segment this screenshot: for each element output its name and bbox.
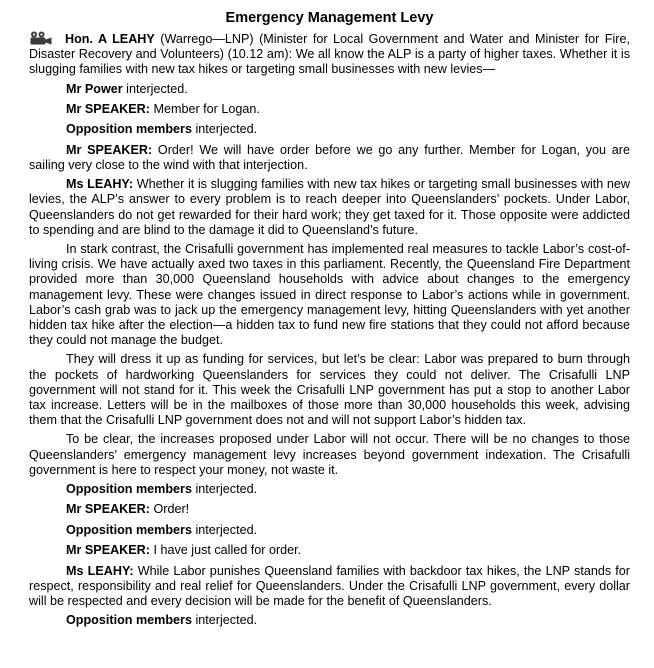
- paragraph-text: Whether it is slugging families with new tax hikes or targeting small businesses with new levies, the ALP’s answer to every problem is to reach deeper into Queenslanders’ pockets. Under Labor, Queenslanders do not get rewarded for their hard work; they get taxed for it. Those opposite were addicted to spending and are blind to the damage it did to Queensland’s future.: [29, 177, 630, 237]
- paragraph-14: [29, 613, 630, 628]
- paragraph-text: interjected.: [191, 122, 258, 137]
- paragraph-text: Order! We will have order before we go any further. Member for Logan, you are sailing very close to the wind with that interjection.: [29, 142, 630, 172]
- paragraph-speaker: Ms LEAHY:: [66, 563, 134, 578]
- paragraph-text: To be clear, the increases proposed under Labor will not occur. There will be no changes to those Queenslanders’ emergency management levy increases beyond government indexation. The Crisafulli government is here to respect your money, not waste it.: [29, 432, 630, 477]
- paragraph-speaker: Opposition members: [66, 522, 192, 537]
- paragraph-5: [29, 177, 630, 238]
- paragraph-text: They will dress it up as funding for services, but let’s be clear: Labor was prepared to burn through the pockets of hardworking Queenslanders for services they could not deliver. The Crisafulli LNP government will not stand for it. This week the Crisafulli LNP government has put a stop to another Labor tax increase. Letters will be in the mailboxes of those more than 30,000 households this week, advising them that the Crisafulli LNP government does not and will not support Labor’s hidden tax.: [29, 352, 630, 428]
- paragraph-8: [29, 432, 630, 478]
- paragraph-speaker: Mr SPEAKER:: [66, 502, 150, 517]
- paragraph-speaker: Opposition members: [66, 122, 192, 137]
- paragraph-2: [29, 102, 630, 117]
- paragraph-10: [29, 502, 630, 517]
- paragraph-1: [29, 82, 630, 97]
- paragraph-text: interjected.: [191, 482, 258, 497]
- paragraph-4: [29, 143, 630, 173]
- paragraph-text: interjected.: [191, 613, 258, 628]
- intro-speaker: Hon. A LEAHY: [65, 32, 155, 46]
- paragraph-text: Member for Logan.: [149, 102, 260, 116]
- paragraph-13: [29, 564, 630, 610]
- paragraph-text: interjected.: [191, 522, 258, 537]
- paragraph-speaker: Mr Power: [66, 81, 123, 96]
- video-camera-icon[interactable]: [29, 31, 53, 45]
- paragraph-11: [29, 523, 630, 538]
- paragraph-text: In stark contrast, the Crisafulli government has implemented real measures to tackle Labor’s cost-of-living crisis. We have actually axed two taxes in this parliament. Recently, the Queensland Fire Department provided more than 30,000 Queensland households with advice about changes to the emergency management levy. These were changes issued in direct response to Labor’s actions while in government. Labor’s cash grab was to jack up the emergency management levy, hitting Queenslanders with yet another hidden tax hike after the election—a hidden tax to fund new fire stations that they could not afford because they could not manage the budget.: [29, 242, 630, 348]
- paragraph-speaker: Ms LEAHY:: [66, 177, 134, 192]
- paragraph-speaker: Opposition members: [66, 482, 192, 497]
- paragraph-3: [29, 122, 630, 137]
- paragraph-speaker: Mr SPEAKER:: [66, 142, 153, 157]
- paragraph-text: interjected.: [122, 81, 188, 96]
- paragraph-speaker: Mr SPEAKER:: [66, 543, 150, 558]
- paragraph-7: [29, 352, 630, 428]
- intro-paragraph: [29, 31, 630, 78]
- paragraph-12: [29, 543, 630, 558]
- paragraph-6: [29, 242, 630, 348]
- intro-text: (Warrego—LNP) (Minister for Local Government and Water and Minister for Fire, Disaster Recovery and Volunteers) (10.12 am): We all know the ALP is a party of higher taxes. Whether it is slugging families with new tax hikes or targeting small businesses with new levies—: [29, 32, 630, 77]
- paragraph-text: I have just called for order.: [149, 543, 302, 558]
- paragraph-text: Order!: [149, 502, 190, 517]
- paragraph-9: [29, 482, 630, 497]
- paragraph-speaker: Opposition members: [66, 613, 192, 628]
- page-title: Emergency Management Levy: [225, 10, 434, 26]
- paragraph-text: While Labor punishes Queensland families with backdoor tax hikes, the LNP stands for respect, responsibility and real relief for Queenslanders. Under the Crisafulli LNP government, every dollar will be respected and every decision will be made for the benefit of Queenslanders.: [29, 563, 630, 609]
- paragraph-speaker: Mr SPEAKER:: [66, 102, 150, 116]
